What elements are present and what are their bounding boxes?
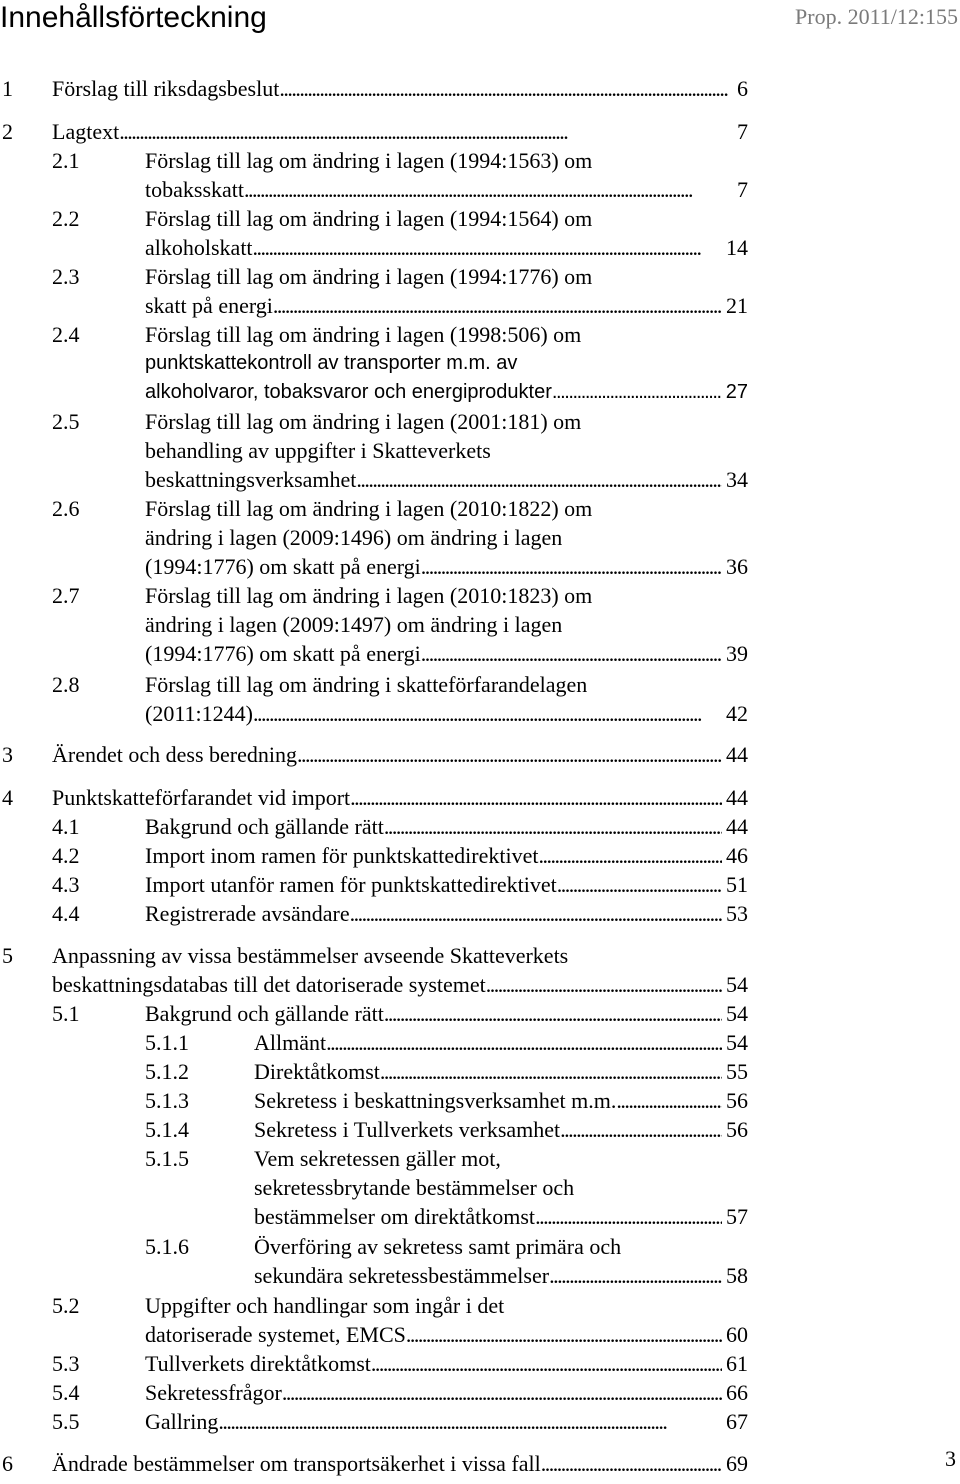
dot-leader xyxy=(273,291,722,320)
toc-entry-page: 56 xyxy=(726,1088,748,1113)
toc-entry-page: 6 xyxy=(737,76,748,101)
dot-leader xyxy=(421,639,722,668)
toc-entry-title: Allmänt xyxy=(254,1030,327,1055)
dot-leader xyxy=(538,841,722,870)
toc-entry-number: 5.1.3 xyxy=(145,1088,189,1113)
dot-leader xyxy=(253,233,722,262)
toc-entry-title: ändring i lagen (2009:1496) om ändring i lagen xyxy=(145,525,563,550)
toc-entry-number: 4.1 xyxy=(52,814,80,839)
toc-entry-title: bestämmelser om direktåtkomst xyxy=(254,1204,536,1229)
toc-entry-title: Sekretess i beskattningsverksamhet m.m. xyxy=(254,1088,617,1113)
toc-entry-page: 54 xyxy=(726,972,748,997)
dot-leader xyxy=(421,552,722,581)
toc-entry-title: Förslag till lag om ändring i lagen (2001:181) om xyxy=(145,409,582,434)
toc-entry-title: Bakgrund och gällande rätt xyxy=(145,1001,384,1026)
toc-entry-page: 54 xyxy=(726,1001,748,1026)
toc-entry-page: 54 xyxy=(726,1030,748,1055)
toc-entry-page: 57 xyxy=(726,1204,748,1229)
toc-entry-number: 5.1.6 xyxy=(145,1234,189,1259)
toc-entry-page: 58 xyxy=(726,1263,748,1288)
dot-leader xyxy=(326,1028,722,1057)
toc-entry-page: 60 xyxy=(726,1322,748,1347)
toc-entry-title: Import utanför ramen för punktskattedirektivet xyxy=(145,872,557,897)
toc-entry-page: 51 xyxy=(726,872,748,897)
toc-entry-page: 44 xyxy=(726,742,748,767)
proposition-number: Prop. 2011/12:155 xyxy=(795,4,958,29)
toc-entry-number: 2.8 xyxy=(52,672,80,697)
dot-leader xyxy=(119,117,733,146)
toc-entry-page: 21 xyxy=(726,293,748,318)
toc-entry-title: alkoholskatt xyxy=(145,235,253,260)
toc-entry-number: 5.4 xyxy=(52,1380,80,1405)
toc-entry-title: Förslag till lag om ändring i lagen (1994:1563) om xyxy=(145,148,593,173)
dot-leader xyxy=(535,1202,722,1231)
dot-leader xyxy=(282,1378,722,1407)
toc-entry-title: Import inom ramen för punktskattedirektivet xyxy=(145,843,539,868)
toc-entry-number: 4 xyxy=(2,785,13,810)
toc-entry-title: ändring i lagen (2009:1497) om ändring i lagen xyxy=(145,612,563,637)
toc-entry-number: 2.4 xyxy=(52,322,80,347)
toc-entry-title: skatt på energi xyxy=(145,293,273,318)
toc-entry-number: 2.1 xyxy=(52,148,80,173)
toc-entry-title: Registrerade avsändare xyxy=(145,901,350,926)
toc-entry-title: (2011:1244) xyxy=(145,701,253,726)
toc-entry-page: 7 xyxy=(737,177,748,202)
dot-leader xyxy=(549,1261,722,1290)
dot-leader xyxy=(616,1086,722,1115)
dot-leader xyxy=(297,740,722,769)
toc-entry-title: (1994:1776) om skatt på energi xyxy=(145,554,421,579)
toc-entry-page: 36 xyxy=(726,554,748,579)
toc-entry-page: 61 xyxy=(726,1351,748,1376)
toc-entry-title: Uppgifter och handlingar som ingår i det xyxy=(145,1293,505,1318)
toc-entry-page: 7 xyxy=(737,119,748,144)
toc-entry-title: Förslag till lag om ändring i lagen (2010:1822) om xyxy=(145,496,593,521)
dot-leader xyxy=(244,175,733,204)
toc-entry-title: sekretessbrytande bestämmelser och xyxy=(254,1175,575,1200)
toc-entry-title: Direktåtkomst xyxy=(254,1059,380,1084)
dot-leader xyxy=(552,378,722,407)
toc-entry-title: Bakgrund och gällande rätt xyxy=(145,814,384,839)
toc-entry-title: Förslag till lag om ändring i lagen (2010:1823) om xyxy=(145,583,593,608)
toc-entry-title: Överföring av sekretess samt primära och xyxy=(254,1234,622,1259)
toc-entry-number: 5 xyxy=(2,943,13,968)
toc-entry-title: beskattningsdatabas till det datoriserade systemet xyxy=(52,972,486,997)
dot-leader xyxy=(350,899,722,928)
toc-entry-title: Punktskatteförfarandet vid import xyxy=(52,785,351,810)
dot-leader xyxy=(406,1320,722,1349)
toc-entry-title: Vem sekretessen gäller mot, xyxy=(254,1146,501,1171)
dot-leader xyxy=(380,1057,722,1086)
toc-entry-page: 44 xyxy=(726,785,748,810)
toc-entry-page: 53 xyxy=(726,901,748,926)
toc-entry-title: Sekretessfrågor xyxy=(145,1380,282,1405)
toc-entry-number: 3 xyxy=(2,742,13,767)
toc-entry-number: 5.1.2 xyxy=(145,1059,189,1084)
dot-leader xyxy=(560,1115,722,1144)
toc-entry-page: 67 xyxy=(726,1409,748,1434)
toc-entry-title: Anpassning av vissa bestämmelser avseende Skatteverkets xyxy=(52,943,569,968)
toc-entry-page: 46 xyxy=(726,843,748,868)
toc-entry-title: Gallring xyxy=(145,1409,219,1434)
dot-leader xyxy=(356,465,722,494)
toc-entry-page: 39 xyxy=(726,641,748,666)
toc-entry-title: beskattningsverksamhet xyxy=(145,467,357,492)
toc-entry-number: 2.7 xyxy=(52,583,80,608)
toc-entry-title: alkoholvaror, tobaksvaror och energiprodukter xyxy=(145,381,552,403)
toc-entry-title: (1994:1776) om skatt på energi xyxy=(145,641,421,666)
toc-entry-page: 69 xyxy=(726,1451,748,1476)
toc-entry-number: 5.3 xyxy=(52,1351,80,1376)
toc-entry-title: Ändrade bestämmelser om transportsäkerhet i vissa fall xyxy=(52,1451,541,1476)
toc-entry-number: 2.6 xyxy=(52,496,80,521)
toc-entry-title: punktskattekontroll av transporter m.m. av xyxy=(145,352,518,374)
toc-entry-title: datoriserade systemet, EMCS xyxy=(145,1322,406,1347)
toc-entry-title: Ärendet och dess beredning xyxy=(52,742,297,767)
dot-leader xyxy=(350,783,722,812)
toc-entry-page: 66 xyxy=(726,1380,748,1405)
toc-entry-number: 5.5 xyxy=(52,1409,80,1434)
toc-entry-title: Sekretess i Tullverkets verksamhet xyxy=(254,1117,561,1142)
dot-leader xyxy=(541,1449,722,1478)
toc-entry-number: 4.2 xyxy=(52,843,80,868)
toc-entry-number: 5.1 xyxy=(52,1001,80,1026)
dot-leader xyxy=(371,1349,722,1378)
toc-entry-title: Förslag till lag om ändring i lagen (1994:1776) om xyxy=(145,264,593,289)
toc-entry-title: Förslag till lag om ändring i lagen (1998:506) om xyxy=(145,322,582,347)
toc-entry-number: 2.5 xyxy=(52,409,80,434)
toc-entry-title: behandling av uppgifter i Skatteverkets xyxy=(145,438,491,463)
toc-entry-title: tobaksskatt xyxy=(145,177,244,202)
toc-entry-title: Lagtext xyxy=(52,119,120,144)
toc-entry-number: 5.2 xyxy=(52,1293,80,1318)
toc-entry-number: 1 xyxy=(2,76,13,101)
dot-leader xyxy=(218,1407,722,1436)
toc-entry-title: Förslag till riksdagsbeslut xyxy=(52,76,280,101)
dot-leader xyxy=(486,970,722,999)
toc-entry-title: sekundära sekretessbestämmelser xyxy=(254,1263,550,1288)
toc-entry-page: 44 xyxy=(726,814,748,839)
toc-entry-page: 14 xyxy=(726,235,748,260)
toc-entry-number: 4.3 xyxy=(52,872,80,897)
toc-entry-number: 2.2 xyxy=(52,206,80,231)
toc-entry-number: 4.4 xyxy=(52,901,80,926)
dot-leader xyxy=(253,699,722,728)
dot-leader xyxy=(384,812,722,841)
toc-entry-number: 2 xyxy=(2,119,13,144)
toc-entry-number: 6 xyxy=(2,1451,13,1476)
toc-entry-page: 34 xyxy=(726,467,748,492)
toc-entry-page: 42 xyxy=(726,701,748,726)
toc-entry-title: Förslag till lag om ändring i skatteförfarandelagen xyxy=(145,672,588,697)
toc-entry-page: 56 xyxy=(726,1117,748,1142)
dot-leader xyxy=(279,74,733,103)
toc-entry-title: Tullverkets direktåtkomst xyxy=(145,1351,371,1376)
toc-entry-number: 5.1.4 xyxy=(145,1117,189,1142)
page-number: 3 xyxy=(945,1446,956,1471)
toc-entry-title: Förslag till lag om ändring i lagen (1994:1564) om xyxy=(145,206,593,231)
toc-entry-number: 5.1.1 xyxy=(145,1030,189,1055)
dot-leader xyxy=(384,999,722,1028)
toc-entry-number: 2.3 xyxy=(52,264,80,289)
dot-leader xyxy=(557,870,722,899)
toc-entry-page: 27 xyxy=(725,381,748,403)
toc-title: Innehållsförteckning xyxy=(0,1,267,34)
toc-entry-number: 5.1.5 xyxy=(145,1146,189,1171)
toc-entry-page: 55 xyxy=(726,1059,748,1084)
